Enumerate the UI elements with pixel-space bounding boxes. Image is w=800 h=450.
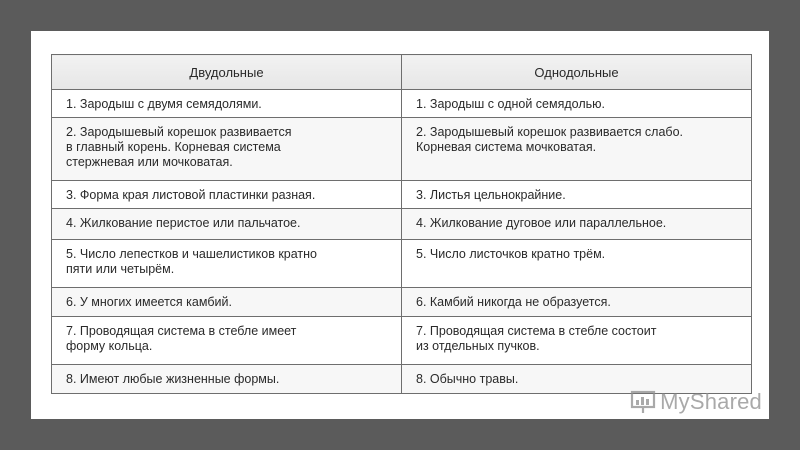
- slide: [31, 31, 769, 419]
- cell-monocots: 6. Камбий никогда не образуется.: [402, 288, 752, 317]
- cell-dicots: 2. Зародышевый корешок развивается в главный корень. Корневая система стержневая или мочковатая.: [52, 118, 402, 181]
- cell-monocots: 8. Обычно травы.: [402, 365, 752, 394]
- cell-dicots: 5. Число лепестков и чашелистиков кратно пяти или четырём.: [52, 240, 402, 288]
- comparison-table: [51, 54, 752, 394]
- table-row: [52, 317, 752, 365]
- cell-dicots: 4. Жилкование перистое или пальчатое.: [52, 209, 402, 240]
- cell-monocots: 1. Зародыш с одной семядолью.: [402, 90, 752, 118]
- watermark-text: MyShared: [660, 389, 762, 414]
- table-row: [52, 181, 752, 209]
- cell-monocots: 3. Листья цельнокрайние.: [402, 181, 752, 209]
- cell-dicots: 3. Форма края листовой пластинки разная.: [52, 181, 402, 209]
- cell-dicots: 1. Зародыш с двумя семядолями.: [52, 90, 402, 118]
- header-monocots: Однодольные: [402, 55, 752, 90]
- myshared-watermark: [630, 389, 762, 415]
- cell-monocots: 2. Зародышевый корешок развивается слабо. Корневая система мочковатая.: [402, 118, 752, 181]
- cell-monocots: 4. Жилкование дуговое или параллельное.: [402, 209, 752, 240]
- table-row: [52, 288, 752, 317]
- cell-dicots: 6. У многих имеется камбий.: [52, 288, 402, 317]
- table-row: [52, 118, 752, 181]
- header-dicots: Двудольные: [52, 55, 402, 90]
- table-header-row: [52, 55, 752, 90]
- table-row: [52, 90, 752, 118]
- cell-monocots: 7. Проводящая система в стебле состоит из отдельных пучков.: [402, 317, 752, 365]
- cell-dicots: 8. Имеют любые жизненные формы.: [52, 365, 402, 394]
- table-row: [52, 240, 752, 288]
- cell-monocots: 5. Число листочков кратно трём.: [402, 240, 752, 288]
- cell-dicots: 7. Проводящая система в стебле имеет форму кольца.: [52, 317, 402, 365]
- presentation-board-icon: [630, 390, 656, 414]
- table-row: [52, 209, 752, 240]
